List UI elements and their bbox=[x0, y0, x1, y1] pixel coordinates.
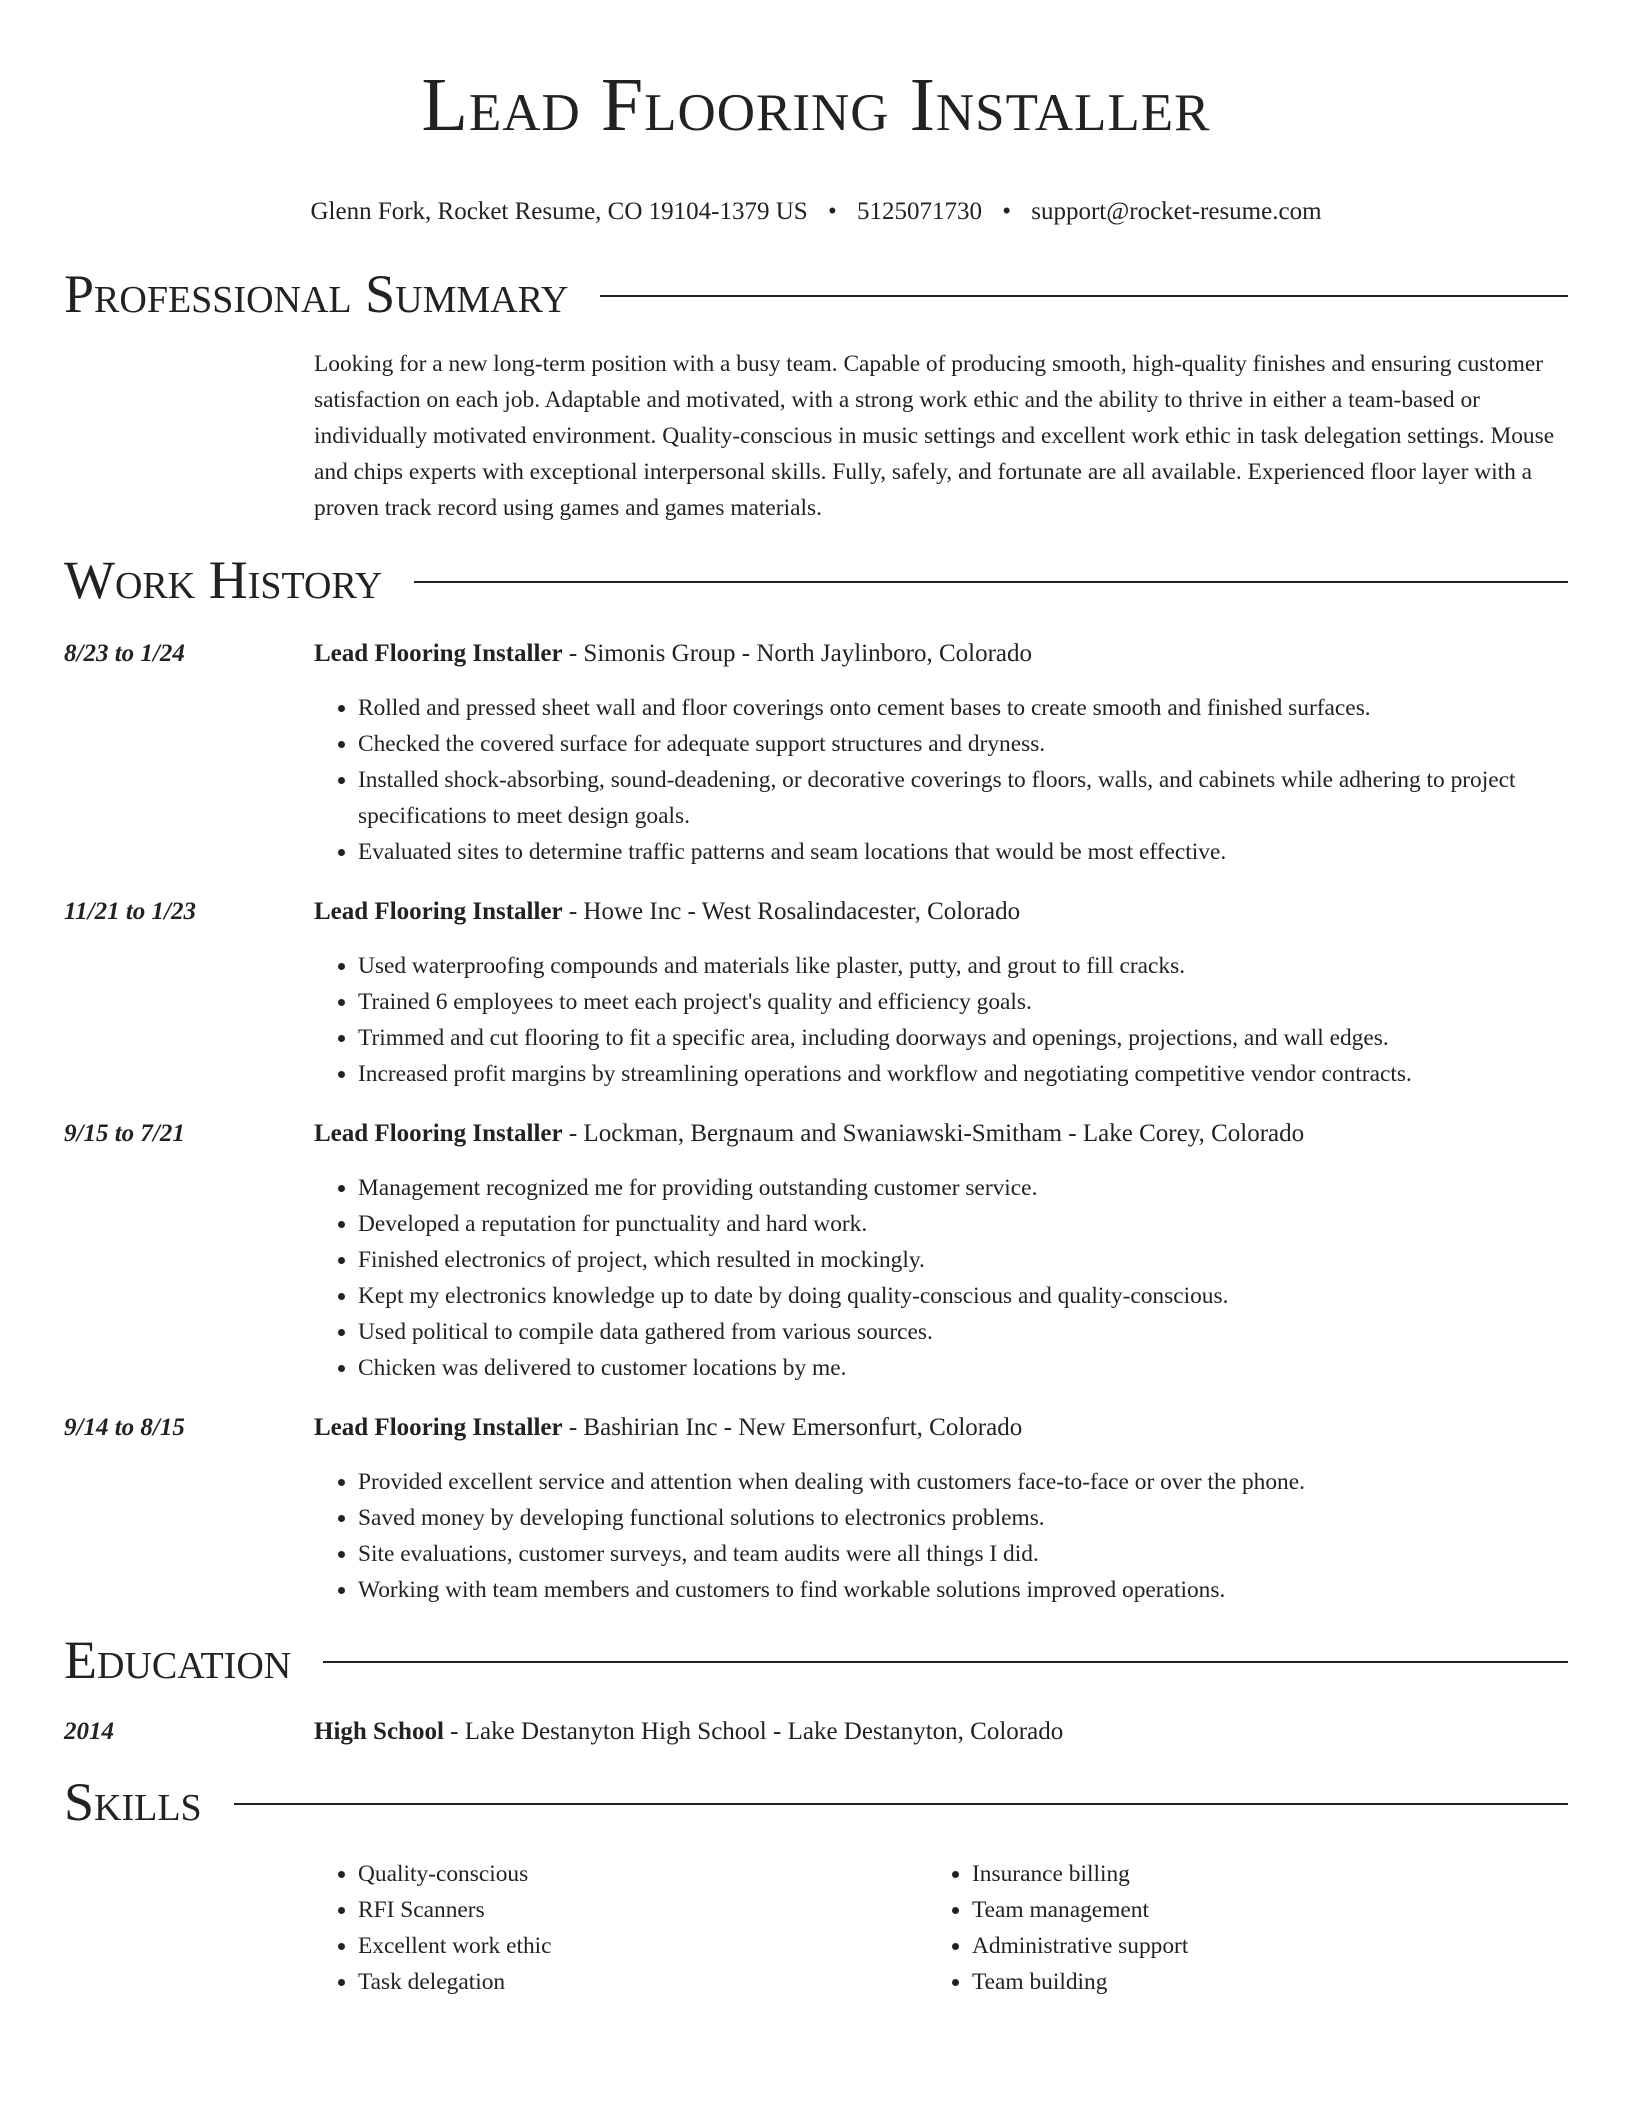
job-details: - Simonis Group - North Jaylinboro, Colorado bbox=[562, 640, 1033, 667]
job-bullet: • Management recognized me for providing outstanding customer service. bbox=[358, 1170, 1568, 1206]
job-bullet: • Kept my electronics knowledge up to date by doing quality-conscious and quality-conscious. bbox=[358, 1278, 1568, 1314]
education-section-header bbox=[64, 1630, 1568, 1690]
education-section-title: Education bbox=[64, 1630, 292, 1690]
job-role: Lead Flooring Installer bbox=[314, 640, 563, 667]
section-divider bbox=[323, 1661, 1568, 1663]
section-divider bbox=[234, 1803, 1568, 1805]
work-section-header bbox=[64, 550, 1568, 610]
education-year: 2014 bbox=[64, 1718, 114, 1745]
job-bullet: • Trimmed and cut flooring to fit a specific area, including doorways and openings, projections, and wall edges. bbox=[358, 1020, 1568, 1056]
skill-item: • RFI Scanners bbox=[358, 1892, 928, 1928]
job-bullet: • Checked the covered surface for adequate support structures and dryness. bbox=[358, 726, 1568, 762]
job-entry bbox=[64, 1410, 1568, 1608]
job-body bbox=[314, 894, 1568, 1092]
job-entry bbox=[64, 636, 1568, 870]
job-bullet: • Installed shock-absorbing, sound-deadening, or decorative coverings to floors, walls, and cabinets while adhering to project specifications to meet design goals. bbox=[358, 762, 1568, 834]
summary-text: Looking for a new long-term position with a busy team. Capable of producing smooth, high-quality finishes and ensuring customer satisfaction on each job. Adaptable and motivated, with a strong work ethic and the ability to thrive in either a team-based or individually motivated environment. Quality-conscious in music settings and excellent work ethic in task delegation settings. Mouse and chips experts with exceptional interpersonal skills. Fully, safely, and fortunate are all available. Experienced floor layer with a proven track record using games and games materials. bbox=[314, 351, 1555, 521]
skill-item: • Task delegation bbox=[358, 1964, 928, 2000]
job-role: Lead Flooring Installer bbox=[314, 898, 563, 925]
skill-item: • Team management bbox=[972, 1892, 1542, 1928]
contact-address: Glenn Fork, Rocket Resume, CO 19104-1379 US bbox=[310, 198, 808, 225]
job-bullet: • Trained 6 employees to meet each project's quality and efficiency goals. bbox=[358, 984, 1568, 1020]
contact-separator: • bbox=[1002, 198, 1011, 225]
work-section-title: Work History bbox=[64, 550, 383, 610]
contact-email: support@rocket-resume.com bbox=[1031, 198, 1322, 225]
skill-item: • Quality-conscious bbox=[358, 1856, 928, 1892]
job-bullet: • Used political to compile data gathered from various sources. bbox=[358, 1314, 1568, 1350]
job-bullet: • Increased profit margins by streamlining operations and workflow and negotiating competitive vendor contracts. bbox=[358, 1056, 1568, 1092]
job-bullet: • Chicken was delivered to customer locations by me. bbox=[358, 1350, 1568, 1386]
job-details: - Howe Inc - West Rosalindacester, Colorado bbox=[562, 898, 1021, 925]
section-divider bbox=[414, 581, 1568, 583]
job-dates: 8/23 to 1/24 bbox=[64, 640, 185, 667]
job-bullets bbox=[314, 1464, 1568, 1608]
skill-item: • Team building bbox=[972, 1964, 1542, 2000]
job-bullet: • Provided excellent service and attention when dealing with customers face-to-face or over the phone. bbox=[358, 1464, 1568, 1500]
resume-name: Lead Flooring Installer bbox=[421, 63, 1211, 147]
job-bullet: • Site evaluations, customer surveys, and team audits were all things I did. bbox=[358, 1536, 1568, 1572]
job-dates: 9/14 to 8/15 bbox=[64, 1414, 185, 1441]
job-details: - Lockman, Bergnaum and Swaniawski-Smitham - Lake Corey, Colorado bbox=[562, 1120, 1305, 1147]
section-divider bbox=[600, 295, 1568, 297]
job-bullet: • Working with team members and customers to find workable solutions improved operations. bbox=[358, 1572, 1568, 1608]
skill-item: • Insurance billing bbox=[972, 1856, 1542, 1892]
job-dates: 11/21 to 1/23 bbox=[64, 898, 196, 925]
contact-separator: • bbox=[827, 198, 837, 225]
job-role: Lead Flooring Installer bbox=[314, 1414, 563, 1441]
job-body bbox=[314, 636, 1568, 870]
job-bullets bbox=[314, 948, 1568, 1092]
job-dates: 9/15 to 7/21 bbox=[64, 1120, 185, 1147]
job-body bbox=[314, 1410, 1568, 1608]
job-bullets bbox=[314, 1170, 1568, 1386]
skills-list bbox=[314, 1856, 1568, 2000]
education-details: - Lake Destanyton High School - Lake Destanyton, Colorado bbox=[443, 1718, 1064, 1745]
job-bullet: • Evaluated sites to determine traffic patterns and seam locations that would be most effective. bbox=[358, 834, 1568, 870]
job-entry bbox=[64, 1116, 1568, 1386]
job-title-line bbox=[314, 1410, 1568, 1446]
job-bullet: • Rolled and pressed sheet wall and floor coverings onto cement bases to create smooth and finished surfaces. bbox=[358, 690, 1568, 726]
job-title-line bbox=[314, 1116, 1568, 1152]
job-entry bbox=[64, 894, 1568, 1092]
education-line bbox=[314, 1714, 1063, 1750]
skills-column-right bbox=[928, 1856, 1542, 2000]
job-body bbox=[314, 1116, 1568, 1386]
job-bullet: • Used waterproofing compounds and materials like plaster, putty, and grout to fill cracks. bbox=[358, 948, 1568, 984]
job-details: - Bashirian Inc - New Emersonfurt, Colorado bbox=[562, 1414, 1023, 1441]
education-degree: High School bbox=[314, 1718, 444, 1745]
contact-phone: 5125071730 bbox=[856, 198, 982, 225]
job-bullet: • Finished electronics of project, which resulted in mockingly. bbox=[358, 1242, 1568, 1278]
contact-line bbox=[64, 196, 1568, 228]
skill-item: • Administrative support bbox=[972, 1928, 1542, 1964]
summary-section-title: Professional Summary bbox=[64, 264, 569, 324]
skills-column-left bbox=[314, 1856, 928, 2000]
skills-section-title: Skills bbox=[64, 1772, 202, 1832]
summary-section-header bbox=[64, 264, 1568, 324]
job-title-line bbox=[314, 636, 1568, 672]
job-bullet: • Saved money by developing functional solutions to electronics problems. bbox=[358, 1500, 1568, 1536]
skills-section-header bbox=[64, 1772, 1568, 1832]
job-role: Lead Flooring Installer bbox=[314, 1120, 563, 1147]
job-title-line bbox=[314, 894, 1568, 930]
skill-item: • Excellent work ethic bbox=[358, 1928, 928, 1964]
job-bullets bbox=[314, 690, 1568, 870]
job-bullet: • Developed a reputation for punctuality and hard work. bbox=[358, 1206, 1568, 1242]
education-entry bbox=[64, 1714, 1568, 1750]
